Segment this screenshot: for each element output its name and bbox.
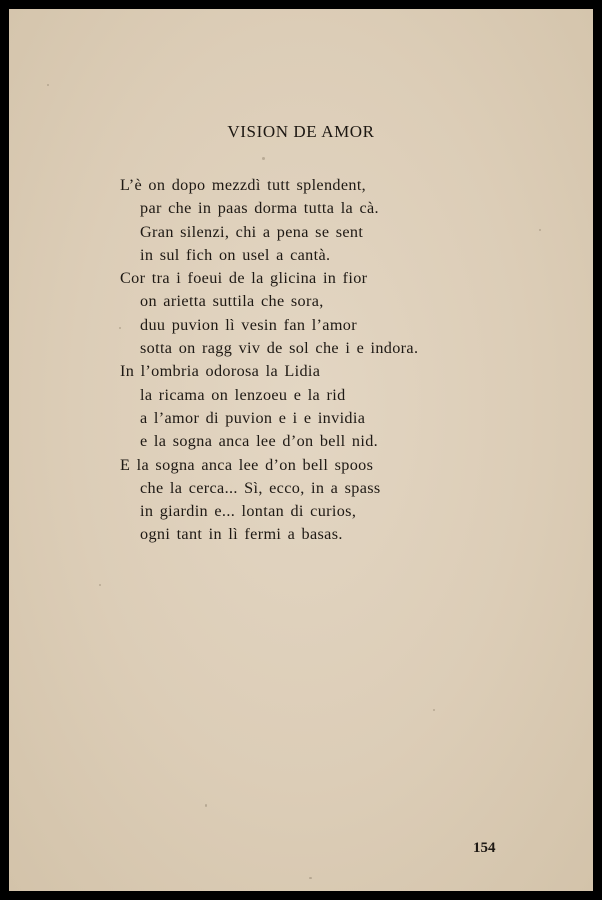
poem-line: a l’amor di puvion e i e invidia: [140, 408, 366, 427]
poem-line: la ricama on lenzoeu e la rid: [140, 385, 346, 404]
poem-line: E la sogna anca lee d’on bell spoos: [120, 455, 374, 474]
poem-line: par che in paas dorma tutta la cà.: [140, 199, 379, 218]
paper-speck: [99, 584, 101, 586]
poem-line: Cor tra i foeui de la glicina in fior: [120, 269, 368, 288]
poem-line: che la cerca... Sì, ecco, in a spass: [140, 478, 381, 497]
paper-speck: [262, 157, 265, 160]
poem-line: in sul fich on usel a cantà.: [140, 245, 331, 264]
poem-line: in giardin e... lontan di curios,: [140, 502, 357, 521]
poem-line: duu puvion lì vesin fan l’amor: [140, 315, 357, 334]
poem-line: L’è on dopo mezzdì tutt splendent,: [120, 176, 367, 194]
poem-line: e la sogna anca lee d’on bell nid.: [140, 432, 379, 451]
paper-speck: [205, 804, 207, 807]
poem-body: [120, 174, 418, 547]
poem-line: Gran silenzi, chi a pena se sent: [140, 222, 364, 241]
poem-line: In l’ombria odorosa la Lidia: [120, 362, 321, 381]
page-number: 154: [473, 840, 496, 856]
poem-line: on arietta suttila che sora,: [140, 292, 324, 311]
paper-speck: [433, 709, 435, 711]
poem-line: ogni tant in lì fermi a basas.: [140, 525, 343, 544]
paper-speck: [309, 877, 312, 879]
poem-line: sotta on ragg viv de sol che i e indora.: [140, 339, 419, 358]
paper-speck: [539, 229, 541, 231]
poem-title: VISION DE AMOR: [227, 122, 375, 141]
book-page: [9, 9, 593, 891]
paper-speck: [47, 84, 49, 86]
